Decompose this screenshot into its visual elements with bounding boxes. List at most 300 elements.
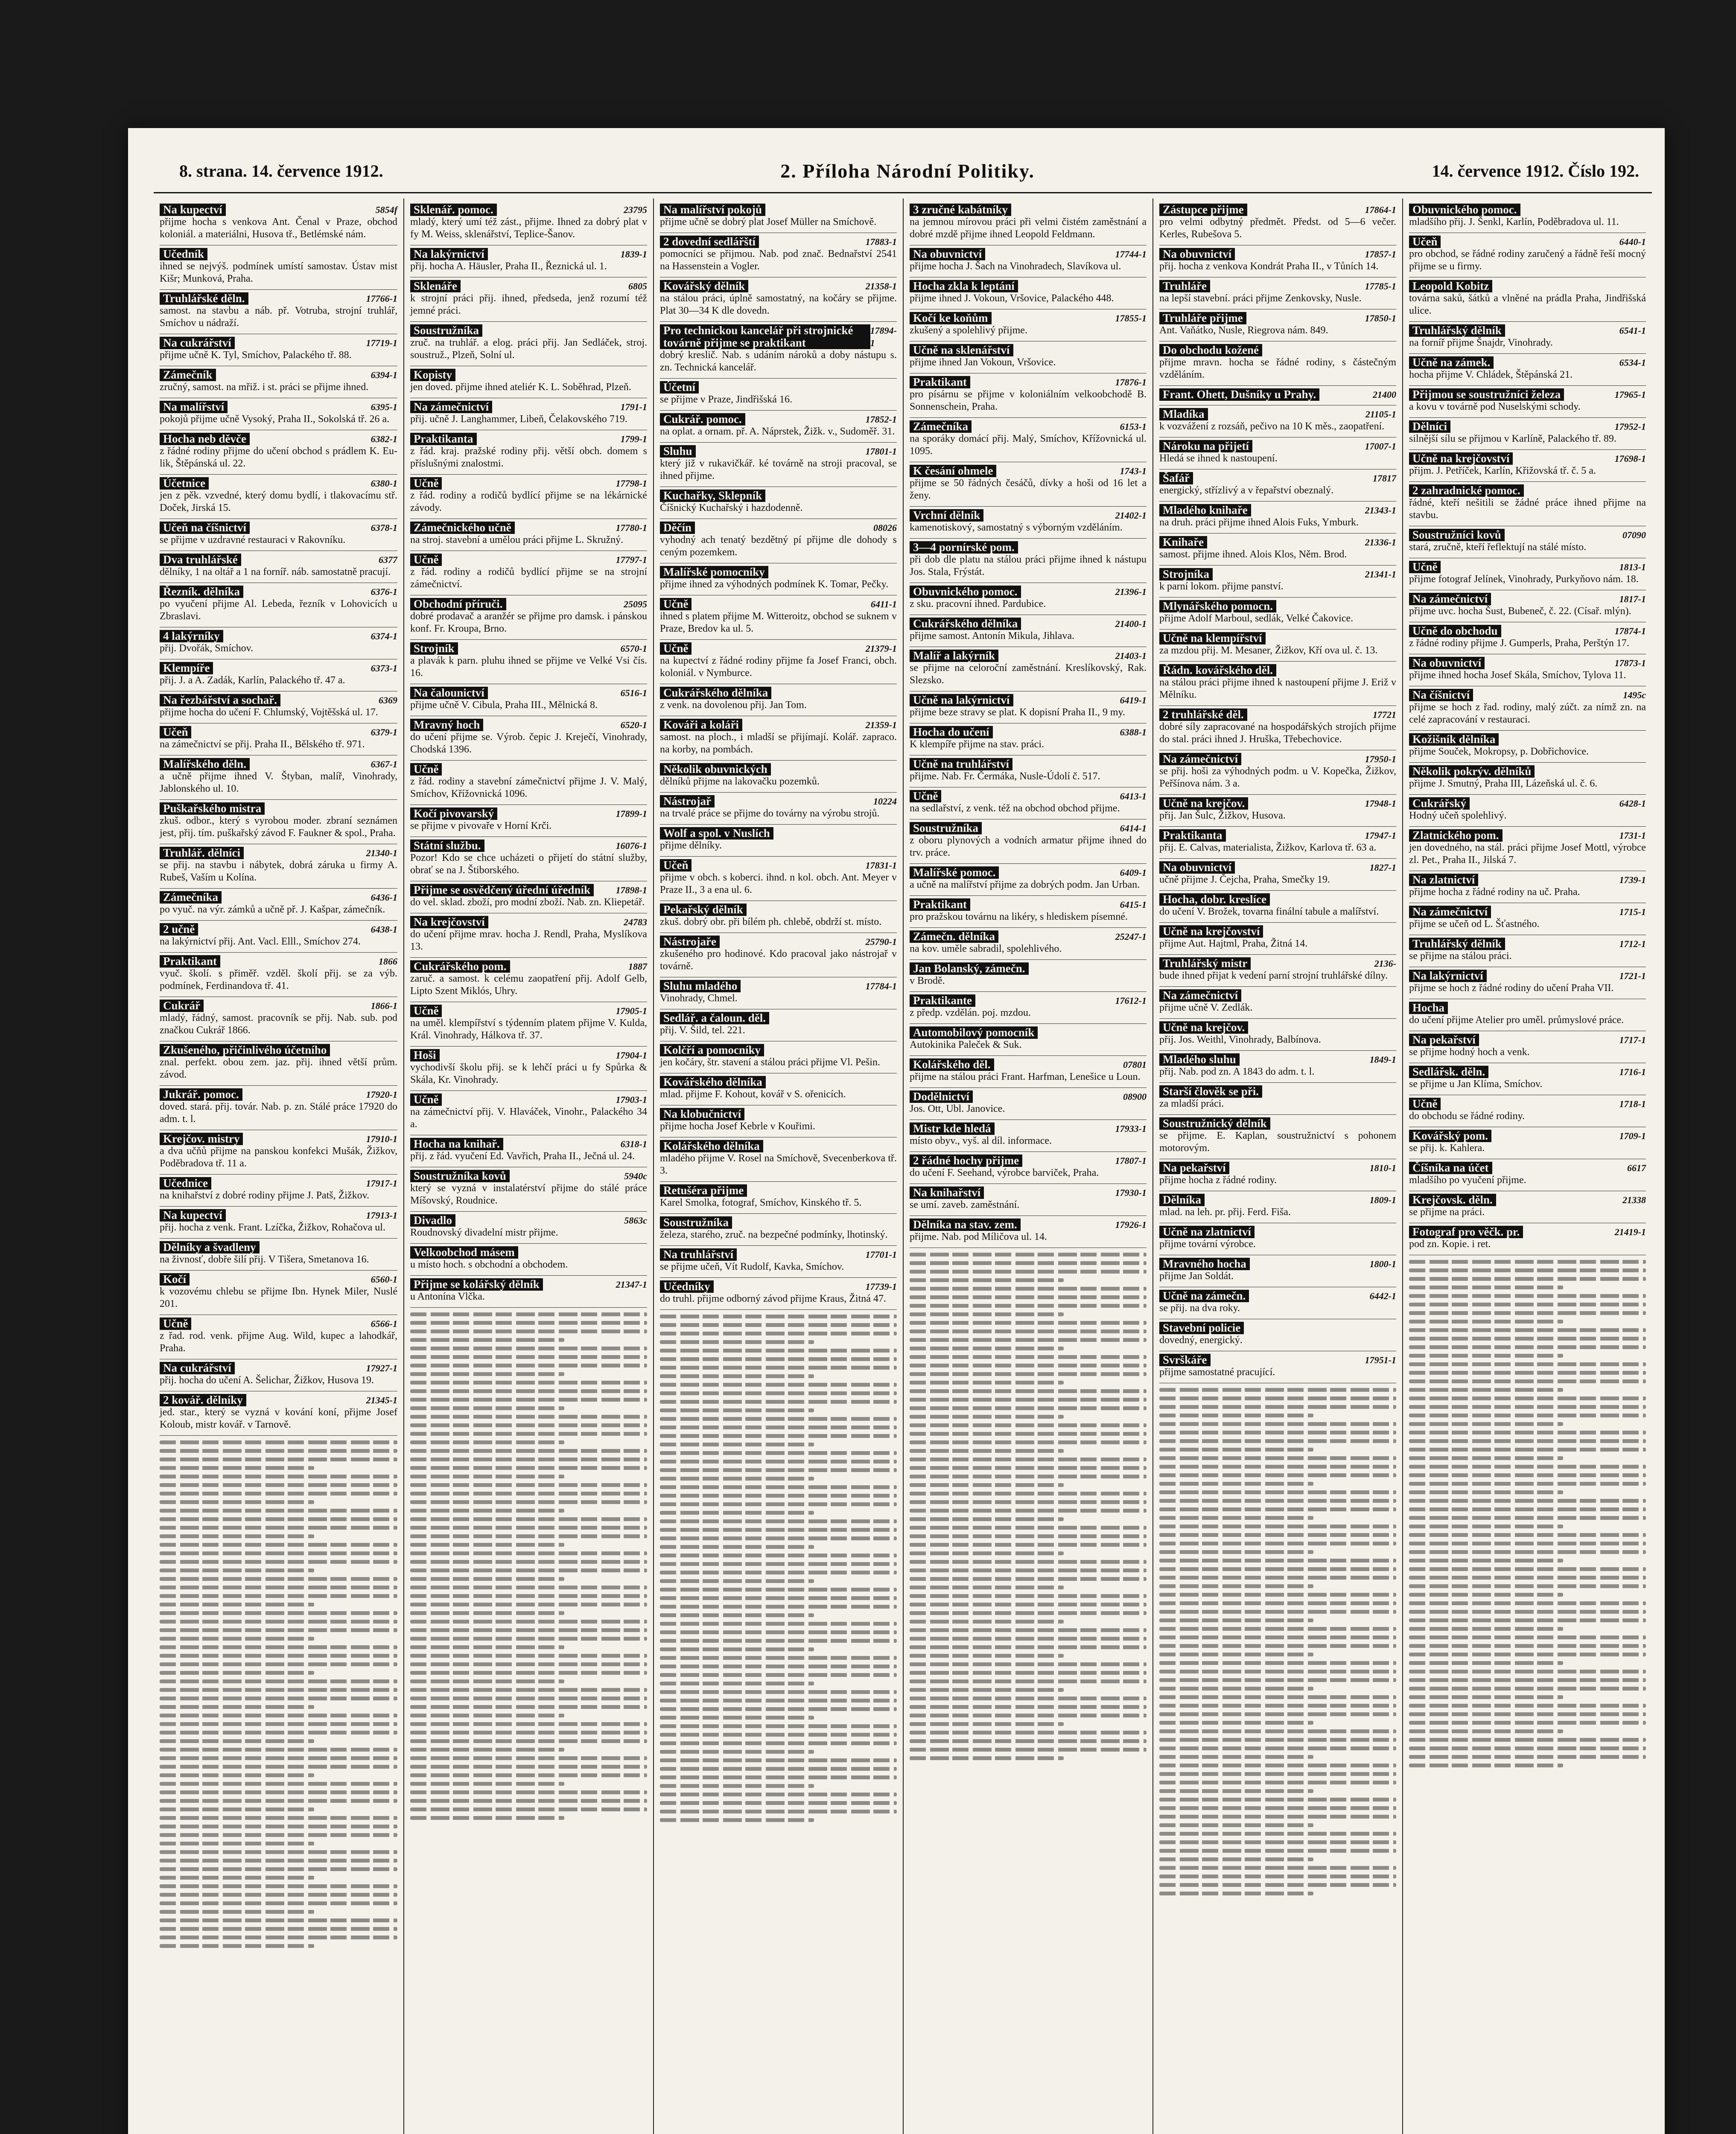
ad-code: 6413-1: [1120, 791, 1147, 802]
classified-ad: [160, 627, 397, 659]
column-3: [653, 198, 903, 2134]
ad-text: bude ihned přijat k vedení parní strojní truhlářské dílny.: [1159, 970, 1388, 981]
ad-text: přijme mravn. hocha se řádné rodiny, s částečným vzděláním.: [1159, 357, 1396, 380]
illegible-text-line: [910, 1372, 1147, 1376]
classified-ad: [410, 1091, 647, 1135]
classified-ad: [160, 1175, 397, 1207]
illegible-text-line: [660, 1323, 897, 1327]
illegible-text-line: [410, 1415, 647, 1419]
ad-heading: Velkoobchod másem: [410, 1246, 518, 1259]
ad-heading: Učně: [660, 598, 691, 610]
ad-code: 17905-1: [616, 1006, 647, 1016]
ad-text: po vyuč. na výr. zámků a učně př. J. Kašpar, zámečník.: [160, 904, 385, 915]
illegible-text-line: [1409, 1405, 1646, 1409]
classified-ad: [1409, 450, 1646, 482]
illegible-text-line: [160, 1637, 314, 1641]
header-right: 14. července 1912. Číslo 192.: [1432, 161, 1639, 181]
ad-text: Autokinika Paleček & Suk.: [910, 1039, 1022, 1050]
classified-ad: [910, 341, 1147, 373]
ad-text: přijme Adolf Marboul, sedlák, Velké Čakovice.: [1159, 613, 1354, 624]
ad-text: vyuč. školí. s přiměř. vzděl. školí přij. se za výb. podmínek, Ferdinandova tř. 41.: [160, 968, 397, 991]
illegible-text-line: [410, 1543, 564, 1547]
ad-heading: Hocha zkla k leptání: [910, 280, 1018, 292]
classified-ad: [410, 684, 647, 716]
ad-heading: Kolářského děl.: [910, 1058, 994, 1071]
ad-text: se přijme hodný hoch a venk.: [1409, 1047, 1530, 1058]
illegible-text-line: [160, 1688, 397, 1692]
classified-ad: [1159, 1115, 1396, 1159]
ad-code: 6541-1: [1619, 325, 1646, 336]
classified-ad: [160, 430, 397, 475]
ad-code: 6379-1: [371, 727, 397, 738]
ad-heading: Truhlář. dělníci: [160, 847, 244, 859]
illegible-text-line: [910, 1440, 1147, 1444]
ad-heading: Sluhu: [660, 445, 696, 458]
ad-code: 17898-1: [616, 885, 647, 895]
ad-code: 6377: [379, 554, 397, 565]
classified-ad: [160, 659, 397, 691]
ad-text: mladšího přij. J. Šenkl, Karlín, Poděbradova ul. 11.: [1409, 216, 1619, 227]
classified-ad: [160, 201, 397, 245]
ad-heading: Soustružníka: [410, 324, 482, 337]
ad-code: 6617: [1627, 1163, 1646, 1173]
illegible-text-line: [660, 1613, 814, 1617]
ad-text: přijme Jan Soldát.: [1159, 1271, 1234, 1282]
ad-text: za mladší práci.: [1159, 1098, 1224, 1109]
ad-text: Vinohrady, Chmel.: [660, 993, 738, 1004]
ad-heading: Kuchařky, Sklepník: [660, 490, 765, 502]
ad-heading: Hocha na knihař.: [410, 1138, 503, 1150]
ad-text: zruč. na truhlář. a elog. práci přij. Jan Sedláček, stroj. soustruž., Plzeň, Solní ul.: [410, 337, 647, 361]
ad-text: pokojů přijme učně Vysoký, Praha II., Sokolská tř. 26 a.: [160, 414, 390, 425]
classified-ad: [160, 398, 397, 430]
ad-text: vyhodný ach tenatý bezdětný pí přijme dle dohody s ceným pozemkem.: [660, 534, 897, 558]
ad-text: z řád. kraj. pražské rodiny přij. větší obch. domem s příslušnými znalostmi.: [410, 446, 647, 469]
classified-ad: [410, 1002, 647, 1047]
classified-ad: [910, 1152, 1147, 1184]
ad-heading: Divadlo: [410, 1214, 455, 1227]
classified-ad: [410, 1244, 647, 1276]
ad-heading: Sklenář. pomoc.: [410, 204, 497, 216]
ad-text: jen dovedného, na stál. práci přijme Josef Mottl, výrobce zl. Pet., Praha II., Jilská 7.: [1409, 842, 1646, 866]
ad-code: 17721: [1373, 709, 1396, 720]
classified-ad: [410, 761, 647, 805]
illegible-text-line: [910, 1756, 1064, 1760]
ad-heading: Kočí: [160, 1273, 190, 1286]
header-left: 8. strana. 14. července 1912.: [179, 161, 383, 181]
ad-text: Jos. Ott, Ubl. Janovice.: [910, 1103, 1005, 1114]
illegible-text-line: [410, 1714, 564, 1717]
ad-heading: Cukrář: [160, 1000, 204, 1012]
classified-ad: [910, 418, 1147, 462]
ad-heading: Kolčří a pomocníky: [660, 1044, 764, 1056]
illegible-text-line: [660, 1818, 814, 1822]
classified-ad: [1409, 1063, 1646, 1095]
ad-text: přijme ihned za výhodných podmínek K. Tomar, Pečky.: [660, 579, 889, 590]
ad-text: a kovu v továrně pod Nuselskými schody.: [1409, 401, 1581, 412]
illegible-text-line: [160, 1927, 397, 1931]
classified-ad: [910, 583, 1147, 615]
classified-ad: [660, 1214, 897, 1246]
illegible-text-line: [1159, 1729, 1396, 1733]
ad-text: přijme na stálou práci Frant. Harfman, Lenešice u Loun.: [910, 1071, 1141, 1082]
ad-text: a učně na malířství přijme za dobrých podm. Jan Urban.: [910, 879, 1140, 890]
illegible-text-line: [660, 1784, 814, 1788]
illegible-text-line: [410, 1347, 647, 1350]
ad-text: u Antonína Vlčka.: [410, 1291, 485, 1302]
illegible-text-line: [160, 1773, 314, 1777]
classified-ad: [910, 462, 1147, 507]
ad-code: 5940c: [624, 1171, 647, 1181]
classified-ad: [660, 716, 897, 761]
illegible-text-line: [1159, 1465, 1396, 1469]
illegible-text-line: [1409, 1627, 1563, 1631]
illegible-text-line: [660, 1468, 897, 1472]
illegible-text-line: [660, 1741, 897, 1745]
classified-ad: [160, 245, 397, 290]
ad-code: 6566-1: [371, 1318, 397, 1329]
classified-ad: [1159, 566, 1396, 598]
ad-heading: Kožišník dělníka: [1409, 733, 1499, 746]
classified-ad: [160, 519, 397, 551]
ad-code: 21341-1: [1365, 569, 1396, 580]
illegible-text-line: [1409, 1465, 1646, 1469]
ad-heading: Soustružníci kovů: [1409, 529, 1505, 541]
illegible-text-line: [1409, 1303, 1646, 1306]
ad-text: Pozor! Kdo se chce ucházeti o přijetí do státní služby, obrať se na J. Štiborského.: [410, 852, 647, 876]
illegible-text-line: [660, 1426, 897, 1429]
ad-text: ihned s platem přijme M. Witteroitz, obchod se suknem v Praze, Bredov ka ul. 5.: [660, 611, 897, 634]
ad-heading: Dělníci: [1409, 420, 1450, 433]
illegible-text-line: [1159, 1396, 1396, 1400]
classified-ad: [1409, 871, 1646, 903]
ad-heading: Na obuvnictví: [1159, 861, 1235, 874]
illegible-text-line: [1409, 1653, 1646, 1656]
classified-ad: [660, 233, 897, 277]
illegible-text-line: [660, 1519, 897, 1523]
ad-heading: Mlynářského pomocn.: [1159, 600, 1276, 612]
ad-code: 25247-1: [1115, 931, 1147, 942]
illegible-text-line: [160, 1466, 314, 1470]
illegible-text-line: [1159, 1635, 1396, 1639]
ad-code: 6414-1: [1120, 823, 1147, 834]
ad-text: ihned se nejvýš. podmínek umístí samostav. Ústav mist Kišr; Munková, Praha.: [160, 261, 397, 284]
illegible-text-line: [660, 1801, 897, 1805]
classified-ad: [660, 933, 897, 977]
ad-code: 1866-1: [371, 1000, 397, 1011]
illegible-text-line: [910, 1577, 1147, 1581]
classified-ad: [910, 691, 1147, 723]
ad-heading: 2 dovední sedlářští: [660, 236, 759, 248]
illegible-text-line: [160, 1483, 397, 1487]
ad-code: 6570-1: [620, 643, 647, 654]
ad-heading: Na pekařství: [1159, 1162, 1229, 1174]
classified-ad: [660, 1246, 897, 1278]
header-title: 2. Příloha Národní Politiky.: [780, 160, 1035, 182]
ad-heading: Číšníka na účet: [1409, 1162, 1492, 1174]
illegible-text-line: [910, 1526, 1147, 1530]
illegible-text-line: [410, 1799, 647, 1803]
illegible-text-line: [1409, 1704, 1646, 1708]
ad-heading: Učně na krejčovství: [1409, 452, 1513, 465]
ad-heading: Na malířství pokojů: [660, 204, 765, 216]
illegible-text-line: [660, 1460, 897, 1463]
illegible-text-line: [1409, 1345, 1646, 1349]
ad-heading: Děčín: [660, 522, 695, 534]
ad-code: 25790-1: [865, 936, 897, 947]
ad-code: 17798-1: [616, 478, 647, 489]
ad-code: 17903-1: [616, 1094, 647, 1105]
classified-ad: [1409, 590, 1646, 622]
classified-ad: [410, 958, 647, 1002]
illegible-text-line: [660, 1417, 897, 1421]
ad-heading: Zámečníka: [910, 420, 972, 433]
ad-heading: Nástrojaře: [660, 936, 720, 948]
illegible-text-line: [910, 1534, 1147, 1538]
illegible-text-line: [160, 1739, 314, 1743]
illegible-text-line: [910, 1662, 1147, 1666]
column-2: [403, 198, 653, 2134]
classified-ad: [160, 1315, 397, 1359]
ad-text: Hodný učeň spolehlivý.: [1409, 810, 1507, 821]
ad-text: do truhl. přijme odborný závod přijme Kraus, Žitná 47.: [660, 1293, 886, 1304]
illegible-text-line: [1159, 1687, 1313, 1691]
ad-code: 17855-1: [1115, 313, 1147, 324]
ad-heading: Zámečnického učně: [410, 522, 515, 534]
classified-ad: [910, 309, 1147, 341]
illegible-text-line: [910, 1261, 1147, 1265]
illegible-text-line: [1409, 1499, 1646, 1503]
illegible-text-line: [410, 1509, 564, 1513]
ad-heading: Kovářský dělník: [660, 280, 748, 292]
classified-ad: [1159, 750, 1396, 795]
illegible-text-line: [660, 1536, 897, 1540]
ad-heading: Účetní: [660, 381, 699, 394]
illegible-text-line: [910, 1731, 1147, 1735]
illegible-text-line: [160, 1628, 397, 1632]
illegible-text-line: [160, 1748, 397, 1752]
illegible-text-line: [1409, 1635, 1646, 1639]
ad-text: v Brodě.: [910, 975, 945, 986]
ad-heading: Hocha do učení: [910, 726, 993, 738]
illegible-text-line: [160, 1816, 397, 1820]
ad-text: se přijme v Praze, Jindřišská 16.: [660, 394, 792, 405]
ad-text: na jemnou mírovou práci při velmi čistém zaměstnání a dobré mzdě přijme ihned Leopold Feldmann.: [910, 216, 1147, 240]
illegible-text-line: [1409, 1277, 1646, 1281]
ad-text: jen doved. přijme ihned ateliér K. L. Soběhrad, Plzeň.: [410, 382, 631, 393]
ad-heading: 3—4 pornírské pom.: [910, 541, 1018, 554]
ad-heading: 2 kovář. dělníky: [160, 1394, 246, 1406]
illegible-text-line: [660, 1733, 897, 1737]
classified-ad: [660, 1009, 897, 1041]
illegible-text-line: [1409, 1670, 1646, 1673]
illegible-text-line: [660, 1400, 897, 1404]
classified-ad: [1159, 534, 1396, 566]
ad-heading: Učně na zlatnictví: [1159, 1226, 1255, 1238]
illegible-text-line: [660, 1758, 897, 1762]
illegible-text-line: [410, 1807, 647, 1811]
ad-text: na kupectví z řádné rodiny přijme fa Josef Franci, obch. koloniál. v Nymburce.: [660, 655, 897, 679]
ad-text: z řad. rod. venk. přijme Aug. Wild, kupec a lahodkář, Praha.: [160, 1330, 397, 1354]
illegible-text-line: [910, 1432, 1147, 1436]
classified-ad: [910, 245, 1147, 277]
illegible-text-line: [160, 1551, 397, 1555]
classified-ad: [410, 913, 647, 958]
illegible-text-line: [660, 1579, 814, 1583]
classified-ad: [660, 1137, 897, 1182]
illegible-text-line: [410, 1423, 647, 1427]
illegible-text-line: [160, 1492, 397, 1496]
illegible-text-line: [1159, 1576, 1396, 1580]
ad-heading: Leopold Kobitz: [1409, 280, 1492, 292]
ad-heading: Mladého knihaře: [1159, 504, 1251, 516]
illegible-text-line: [160, 1500, 314, 1504]
illegible-text-line: [660, 1374, 814, 1378]
illegible-text-line: [660, 1639, 897, 1643]
ad-heading: Na cukrářství: [160, 337, 235, 349]
ad-code: 17947-1: [1365, 830, 1396, 841]
classified-ad: [1159, 201, 1396, 245]
column-4: [903, 198, 1152, 2134]
illegible-text-line: [1409, 1559, 1563, 1563]
column-6: [1402, 198, 1652, 2134]
classified-ad: [660, 1182, 897, 1214]
illegible-text-line: [660, 1391, 897, 1395]
ad-heading: Sedlářsk. děln.: [1409, 1066, 1488, 1078]
ad-code: 1731-1: [1619, 830, 1646, 841]
ad-text: na lakýrnictví přij. Ant. Vacl. Elll., Smíchov 274.: [160, 936, 361, 947]
ad-text: na stálou práci, úplně samostatný, na kočáry se přijme. Plat 30—34 K dle dovedn.: [660, 293, 897, 316]
ad-code: 07801: [1123, 1059, 1147, 1070]
ad-heading: Zámečníka: [160, 891, 222, 904]
illegible-text-line: [410, 1731, 647, 1735]
illegible-text-line: [160, 1944, 314, 1948]
illegible-text-line: [1409, 1456, 1563, 1460]
ad-text: do vel. sklad. zboží, pro modní zboží. Nab. zn. Kliepetář.: [410, 897, 645, 908]
ad-code: 6560-1: [371, 1274, 397, 1285]
illegible-text-line: [160, 1850, 397, 1854]
ad-heading: Praktikant: [160, 955, 220, 968]
illegible-text-line: [1159, 1627, 1396, 1631]
ad-text: po vyučení přijme Al. Lebeda, řezník v Lohovicích u Zbraslavi.: [160, 598, 397, 622]
illegible-text-line: [910, 1398, 1147, 1402]
classified-ad: [1159, 405, 1396, 437]
ad-text: přijme se 50 řádných česáčů, dívky a hoši od 16 let a ženy.: [910, 478, 1147, 501]
ad-text: se přijme v pivovaře v Horní Krči.: [410, 820, 552, 831]
ad-heading: Wolf a spol. v Nuslích: [660, 827, 773, 840]
ad-code: 21400-1: [1115, 618, 1147, 629]
illegible-text-line: [1409, 1584, 1646, 1588]
illegible-text-line: [1159, 1499, 1396, 1503]
ad-text: přij. J. a A. Zadák, Karlín, Palackého tř. 47 a.: [160, 675, 345, 686]
ad-heading: 2 učně: [160, 923, 198, 936]
ad-text: přijme hocha s venkova Ant. Čenal v Praze, obchod koloniál. a materiálni, Husova tř., Betlémské nám.: [160, 216, 397, 240]
ad-text: k vozovému chlebu se přijme Ibn. Hynek Miler, Nuslé 201.: [160, 1286, 397, 1309]
classified-ad: [1159, 277, 1396, 309]
illegible-text-line: [160, 1782, 397, 1786]
illegible-text-line: [1159, 1832, 1396, 1836]
illegible-text-line: [1409, 1542, 1646, 1545]
illegible-text-line: [410, 1440, 564, 1444]
ad-code: 17719-1: [366, 338, 397, 348]
illegible-text-line: [660, 1434, 897, 1438]
illegible-text-line: [410, 1449, 647, 1453]
classified-ad: [1159, 1351, 1396, 1383]
ad-heading: Mladíka: [1159, 408, 1208, 420]
illegible-text-line: [660, 1767, 897, 1771]
illegible-text-line: [660, 1665, 897, 1668]
illegible-text-line: [1159, 1661, 1396, 1665]
illegible-text-line: [1159, 1678, 1396, 1682]
illegible-text-line: [160, 1440, 397, 1444]
ad-text: k vozvážení z rozsáň, pečivo na 10 K měs., zaopatření.: [1159, 421, 1385, 432]
illegible-text-line: [660, 1366, 897, 1370]
ad-heading: Kočí ke koňům: [910, 312, 992, 324]
illegible-text-line: [160, 1722, 397, 1726]
ad-code: 17857-1: [1365, 249, 1396, 259]
illegible-text-line: [1409, 1644, 1646, 1648]
illegible-text-line: [1409, 1490, 1563, 1494]
illegible-text-line: [1159, 1473, 1396, 1477]
illegible-text-line: [1409, 1618, 1646, 1622]
classified-ad: [1159, 859, 1396, 891]
illegible-text-line: [1159, 1584, 1313, 1588]
ad-text: přijme ihned Jan Vokoun, Vršovice.: [910, 357, 1056, 368]
ad-code: 1718-1: [1619, 1099, 1646, 1109]
ad-text: přijme dělníky.: [660, 840, 722, 851]
illegible-text-line: [160, 1679, 397, 1683]
illegible-text-line: [910, 1586, 1064, 1589]
classified-ad: [1409, 1223, 1646, 1255]
illegible-text-line: [410, 1500, 647, 1504]
ad-code: 1715-1: [1619, 907, 1646, 917]
illegible-text-line: [410, 1586, 647, 1589]
ad-text: do učení přijme mrav. hocha J. Rendl, Praha, Myslíkova 13.: [410, 929, 647, 952]
illegible-text-line: [1159, 1781, 1396, 1784]
illegible-text-line: [160, 1893, 397, 1897]
ad-heading: Kolářského dělníka: [660, 1140, 763, 1152]
classified-ad: [160, 691, 397, 723]
illegible-text-line: [1409, 1337, 1646, 1341]
ad-heading: Automobilový pomocník: [910, 1026, 1038, 1039]
ad-text: do obchodu se řádné rodiny.: [1409, 1111, 1525, 1122]
illegible-text-line: [660, 1724, 897, 1728]
illegible-text-line: [660, 1357, 897, 1361]
classified-ad: [1159, 923, 1396, 955]
illegible-text-line: [1409, 1712, 1646, 1716]
ad-heading: Cukrářský: [1409, 797, 1470, 810]
illegible-text-line: [160, 1876, 314, 1880]
ad-heading: Praktikanta: [1159, 829, 1226, 842]
ad-code: 17801-1: [865, 446, 897, 457]
classified-ad: [1409, 1127, 1646, 1159]
illegible-text-line: [410, 1517, 647, 1521]
ad-heading: Vrchní dělník: [910, 509, 983, 522]
ad-text: dobré prodavač a aranžér se přijme pro damsk. i pánskou konf. Fr. Kroupa, Brno.: [410, 611, 647, 634]
ad-heading: Učně na zámek.: [1409, 356, 1494, 369]
illegible-text-line: [410, 1603, 647, 1606]
ad-text: přij. E. Calvas, materialista, Žižkov, Karlova tř. 63 a.: [1159, 842, 1377, 853]
illegible-text-line: [410, 1406, 564, 1410]
ad-code: 6373-1: [371, 663, 397, 673]
ad-text: na uměl. klempířství s týdenním platem přijme V. Kulda, Král. Vinohrady, Hálkova tř. 37.: [410, 1017, 647, 1041]
ad-code: 17780-1: [616, 522, 647, 533]
ad-heading: Krejčovsk. děln.: [1409, 1194, 1496, 1206]
ad-heading: Na zámečnictví: [410, 401, 492, 413]
classified-ad: [1409, 622, 1646, 654]
illegible-text-line: [1159, 1567, 1396, 1571]
ad-code: 2136-: [1374, 958, 1396, 969]
